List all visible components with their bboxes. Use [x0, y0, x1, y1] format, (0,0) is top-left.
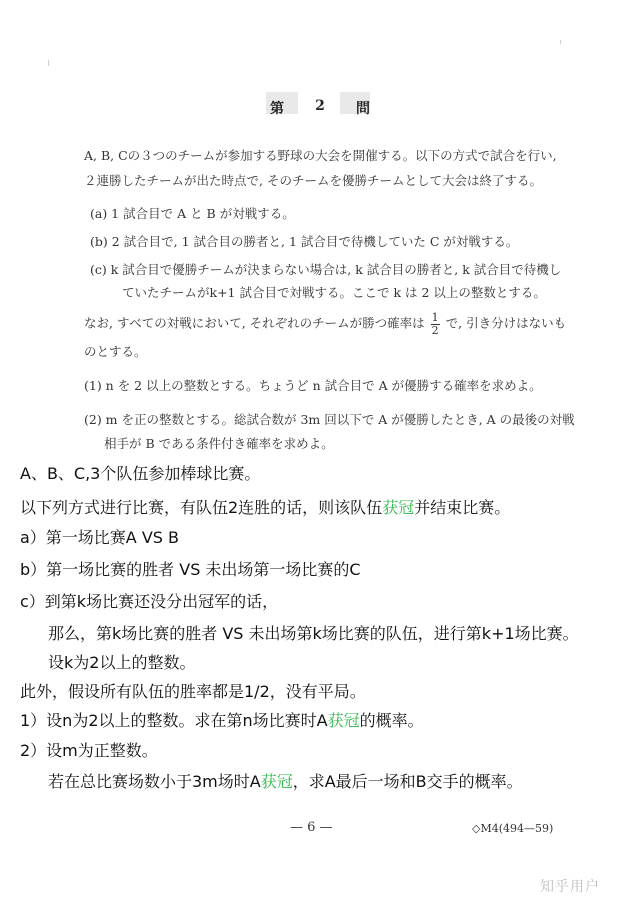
rule-b: (b) 2 試合目で, 1 試合目の勝者と, 1 試合目で待機していた C が対戦する。 [90, 234, 519, 249]
scan-mark [560, 40, 561, 44]
page-number: — 6 — [290, 820, 333, 835]
title-left: 第 [270, 101, 284, 117]
note-pre: なお, すべての対戦において, それぞれのチームが勝つ確率は [84, 315, 425, 331]
question-2-line-2: 相手が B である条件付き確率を求めよ。 [104, 436, 334, 451]
translation-line-3: a）第一场比赛A VS B [20, 528, 180, 547]
translation-line-9 [20, 713, 424, 729]
note-post: で, 引き分けはないも [445, 315, 567, 331]
fraction-denominator: 2 [431, 323, 439, 337]
translation-line-1: A、B、C,3个队伍参加棒球比赛。 [20, 464, 261, 483]
translation-line-5: c）到第k场比赛还没分出冠军的话， [20, 592, 279, 611]
translation-line-6: 那么，第k场比赛的胜者 VS 未出场第k场比赛的队伍，进行第k+1场比赛。 [48, 624, 579, 643]
translation-line-2-post: 并结束比赛。 [414, 498, 511, 517]
note-line-1 [84, 312, 566, 336]
question-1: (1) n を 2 以上の整数とする。ちょうど n 試合目で A が優勝する確率を求めよ。 [84, 378, 542, 393]
translation-line-11-pre: 若在总比赛场数小于3m场时A [48, 772, 261, 791]
intro-line-2: ２連勝したチームが出た時点で, そのチームを優勝チームとして大会は終了する。 [84, 173, 542, 188]
translation-line-9-post: 的概率。 [359, 711, 424, 730]
rule-c-line-2: ていたチームがk+1 試合目で対戦する。ここで k は 2 以上の整数とする。 [122, 285, 546, 300]
translation-line-8: 此外，假设所有队伍的胜率都是1/2，没有平局。 [20, 682, 366, 701]
rule-c-line-1: (c) k 試合目で優勝チームが決まらない場合は, k 試合目の勝者と, k 試合目で待機し [90, 262, 562, 277]
intro-line-1: A, B, Cの３つのチームが参加する野球の大会を開催する。以下の方式で試合を行い, [84, 148, 557, 163]
question-2-line-1: (2) m を正の整数とする。総試合数が 3m 回以下で A が優勝したとき, A の最後の対戦 [84, 412, 575, 427]
rule-a: (a) 1 試合目で A と B が対戦する。 [90, 206, 295, 221]
scan-mark [48, 60, 49, 66]
watermark: 知乎用户 [540, 879, 600, 895]
translation-line-10: 2）设m为正整数。 [20, 741, 158, 760]
translation-line-2-pre: 以下列方式进行比赛，有队伍2连胜的话，则该队伍 [20, 498, 383, 517]
problem-title [270, 98, 370, 118]
translation-line-2 [20, 500, 510, 516]
highlight-word: 获冠 [260, 772, 293, 791]
probability-fraction [431, 312, 440, 336]
translation-line-11-post: ，求A最后一场和B交手的概率。 [292, 772, 523, 791]
translation-line-4: b）第一场比赛的胜者 VS 未出场第一场比赛的C [20, 560, 361, 579]
title-number: 2 [315, 98, 325, 114]
translation-line-11 [48, 774, 523, 790]
exam-code: ◇M4(494—59) [472, 822, 554, 835]
title-right: 問 [356, 101, 370, 117]
highlight-word: 获冠 [382, 498, 415, 517]
fraction-numerator: 1 [431, 311, 439, 324]
highlight-word: 获冠 [327, 711, 360, 730]
translation-line-9-pre: 1）设n为2以上的整数。求在第n场比赛时A [20, 711, 328, 730]
note-line-2: のとする。 [84, 344, 147, 359]
translation-line-7: 设k为2以上的整数。 [48, 653, 196, 672]
